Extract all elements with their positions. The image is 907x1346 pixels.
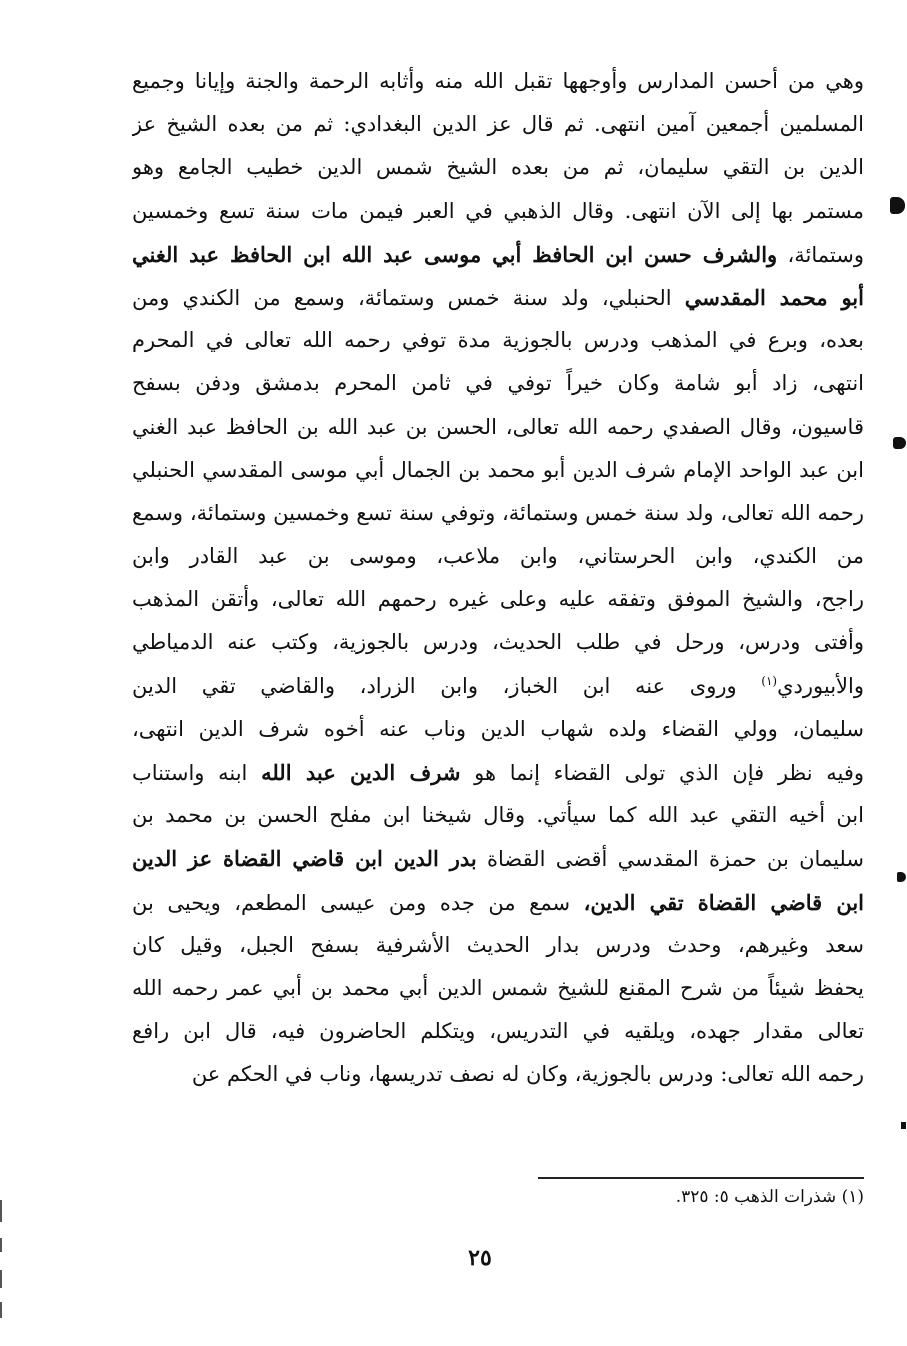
text-run: وفيه نظر فإن الذي تولى القضاء إنما هو <box>460 761 864 785</box>
footnote-rule <box>538 1177 864 1179</box>
bold-phrase: بدر الدين ابن قاضي القضاة عز الدين <box>132 846 477 872</box>
margin-mark <box>893 437 906 449</box>
text-line: انتهى، زاد أبو شامة وكان خيراً توفي في ثامن المحرم بدمشق ودفن بسفح <box>132 371 864 396</box>
margin-mark <box>901 1122 906 1129</box>
text-line: ابن عبد الواحد الإمام شرف الدين أبو محمد بن الجمال أبي موسى المقدسي الحنبلي <box>132 457 864 482</box>
bold-phrase: شرف الدين عبد الله <box>261 760 461 785</box>
text-line: الدين بن التقي سليمان، ثم من بعده الشيخ شمس الدين خطيب الجامع وهو <box>132 155 864 180</box>
text-run: سمع من جده ومن عيسى المطعم، ويحيى بن <box>132 890 584 915</box>
text-line: سعد وغيرهم، وحدث ودرس بدار الحديث الأشرفية بسفح الجبل، وقيل كان <box>132 932 864 957</box>
margin-mark <box>890 197 905 214</box>
text-line: ابن أخيه التقي عبد الله كما سيأتي. وقال شيخنا ابن مفلح الحسن بن محمد بن <box>132 803 864 828</box>
page-body <box>132 60 864 1097</box>
text-run: سليمان بن حمزة المقدسي أقضى القضاة <box>476 847 864 872</box>
footnote-ref: (١) <box>761 673 778 688</box>
text-line: قاسيون، وقال الصفدي رحمه الله تعالى، الحسن بن عبد الله بن الحافظ عبد الغني <box>132 414 864 439</box>
text-run: ابنه واستناب <box>132 761 262 785</box>
text-run: وستمائة، <box>777 242 864 267</box>
text-line: يحفظ شيئاً من شرح المقنع للشيخ شمس الدين أبي محمد بن أبي عمر رحمه الله <box>132 975 864 1000</box>
text-line <box>132 665 864 708</box>
page-number: ٢٥ <box>468 1245 492 1271</box>
text-line: وأفتى ودرس، ورحل في طلب الحديث، ودرس بالجوزية، وكتب عنه الدمياطي <box>132 630 864 655</box>
text-line: رحمه الله تعالى، ولد سنة خمس وستمائة، وتوفي سنة تسع وخمسين وستمائة، وسمع <box>132 500 864 525</box>
margin-mark <box>897 872 906 882</box>
bold-phrase: ابن قاضي القضاة تقي الدين، <box>583 889 864 915</box>
text-line <box>132 233 864 276</box>
page-edge <box>0 1190 3 1340</box>
text-line <box>132 751 864 794</box>
text-line: رحمه الله تعالى: ودرس بالجوزية، وكان له نصف تدريسها، وناب في الحكم عن <box>191 1062 864 1087</box>
text-line: بعده، وبرع في المذهب ودرس بالجوزية مدة توفي رحمه الله تعالى في المحرم <box>132 328 864 353</box>
text-run: الحنبلي، ولد سنة خمس وستمائة، وسمع من الكندي ومن <box>132 285 685 310</box>
text-run: وروى عنه ابن الخباز، وابن الزراد، والقاضي تقي الدين <box>132 673 762 698</box>
text-line <box>132 276 864 319</box>
text-line: راجح، والشيخ الموفق وتفقه عليه وعلى غيره رحمهم الله تعالى، وأتقن المذهب <box>132 587 864 612</box>
text-line: المسلمين أجمعين آمين انتهى. ثم قال عز الدين البغدادي: ثم من بعده الشيخ عز <box>132 112 864 137</box>
bold-phrase: والشرف حسن ابن الحافظ أبي موسى عبد الله ابن الحافظ عبد الغني <box>132 241 778 267</box>
bold-phrase: أبو محمد المقدسي <box>684 284 864 310</box>
text-line <box>132 881 864 924</box>
text-run: والأبيوردي <box>777 673 864 698</box>
text-line: مستمر بها إلى الآن انتهى. وقال الذهبي في العبر فيمن مات سنة تسع وخمسين <box>132 198 864 223</box>
text-line: سليمان، وولي القضاء ولده شهاب الدين وناب عنه أخوه شرف الدين انتهى، <box>132 716 864 741</box>
text-line: من الكندي، وابن الحرستاني، وابن ملاعب، وموسى بن عبد القادر وابن <box>132 544 864 569</box>
text-line <box>132 837 864 880</box>
text-line: وهي من أحسن المدارس وأوجهها تقبل الله منه وأثابه الرحمة والجنة وإيانا وجميع <box>132 69 864 93</box>
text-line: تعالى مقدار جهده، ويلقيه في التدريس، ويتكلم الحاضرون فيه، قال ابن رافع <box>132 1019 864 1044</box>
footnote: (١) شذرات الذهب ٥: ٣٢٥. <box>675 1187 864 1207</box>
